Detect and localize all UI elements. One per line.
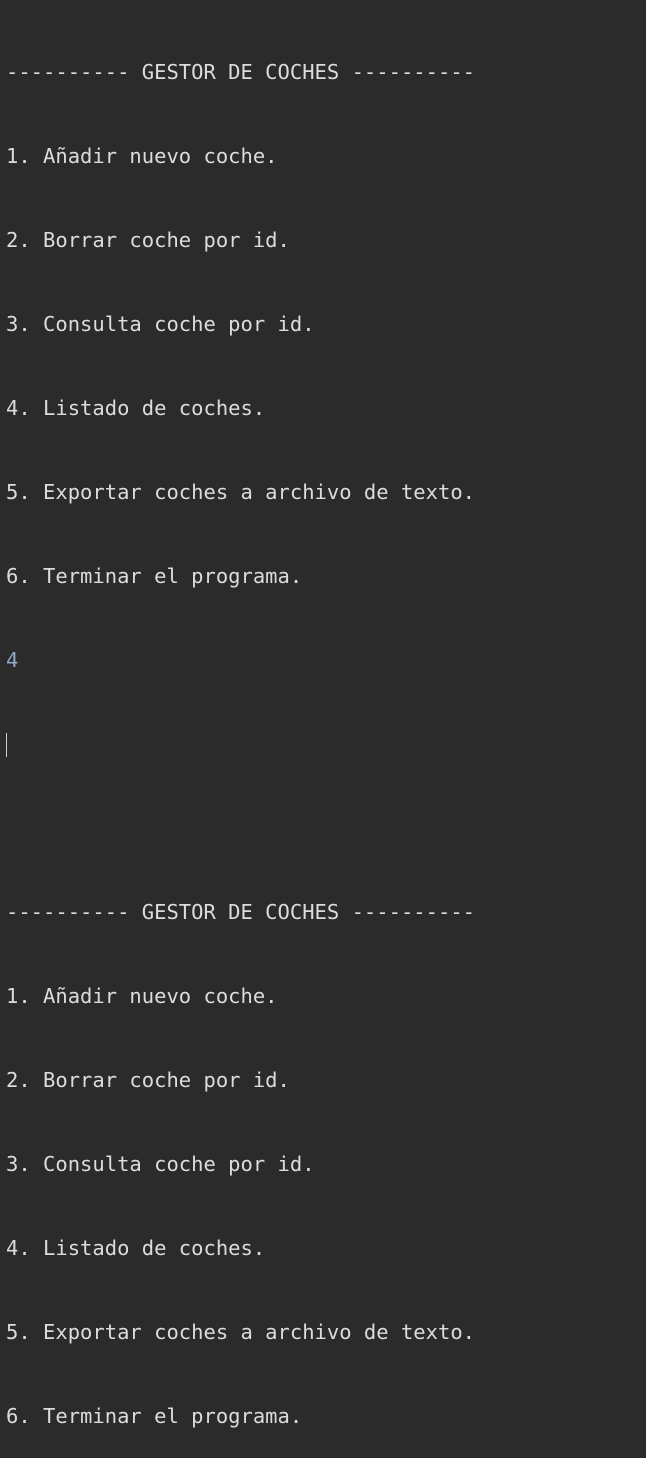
menu-option-6: 6. Terminar el programa. bbox=[6, 564, 303, 588]
menu-option-1: 1. Añadir nuevo coche. bbox=[6, 984, 278, 1008]
menu-option-5: 5. Exportar coches a archivo de texto. bbox=[6, 480, 475, 504]
menu-header-1: ---------- GESTOR DE COCHES ---------- bbox=[6, 60, 475, 84]
text-cursor bbox=[6, 733, 7, 757]
menu-option-4: 4. Listado de coches. bbox=[6, 396, 266, 420]
menu-option-6: 6. Terminar el programa. bbox=[6, 1404, 303, 1428]
menu-option-3: 3. Consulta coche por id. bbox=[6, 1152, 315, 1176]
menu-header-2: ---------- GESTOR DE COCHES ---------- bbox=[6, 900, 475, 924]
menu-option-2: 2. Borrar coche por id. bbox=[6, 228, 290, 252]
menu-option-5: 5. Exportar coches a archivo de texto. bbox=[6, 1320, 475, 1344]
user-input: 4 bbox=[6, 648, 19, 672]
blank-line bbox=[6, 814, 646, 842]
input-prompt[interactable] bbox=[6, 730, 646, 758]
menu-option-2: 2. Borrar coche por id. bbox=[6, 1068, 290, 1092]
menu-option-3: 3. Consulta coche por id. bbox=[6, 312, 315, 336]
menu-option-4: 4. Listado de coches. bbox=[6, 1236, 266, 1260]
menu-option-1: 1. Añadir nuevo coche. bbox=[6, 144, 278, 168]
